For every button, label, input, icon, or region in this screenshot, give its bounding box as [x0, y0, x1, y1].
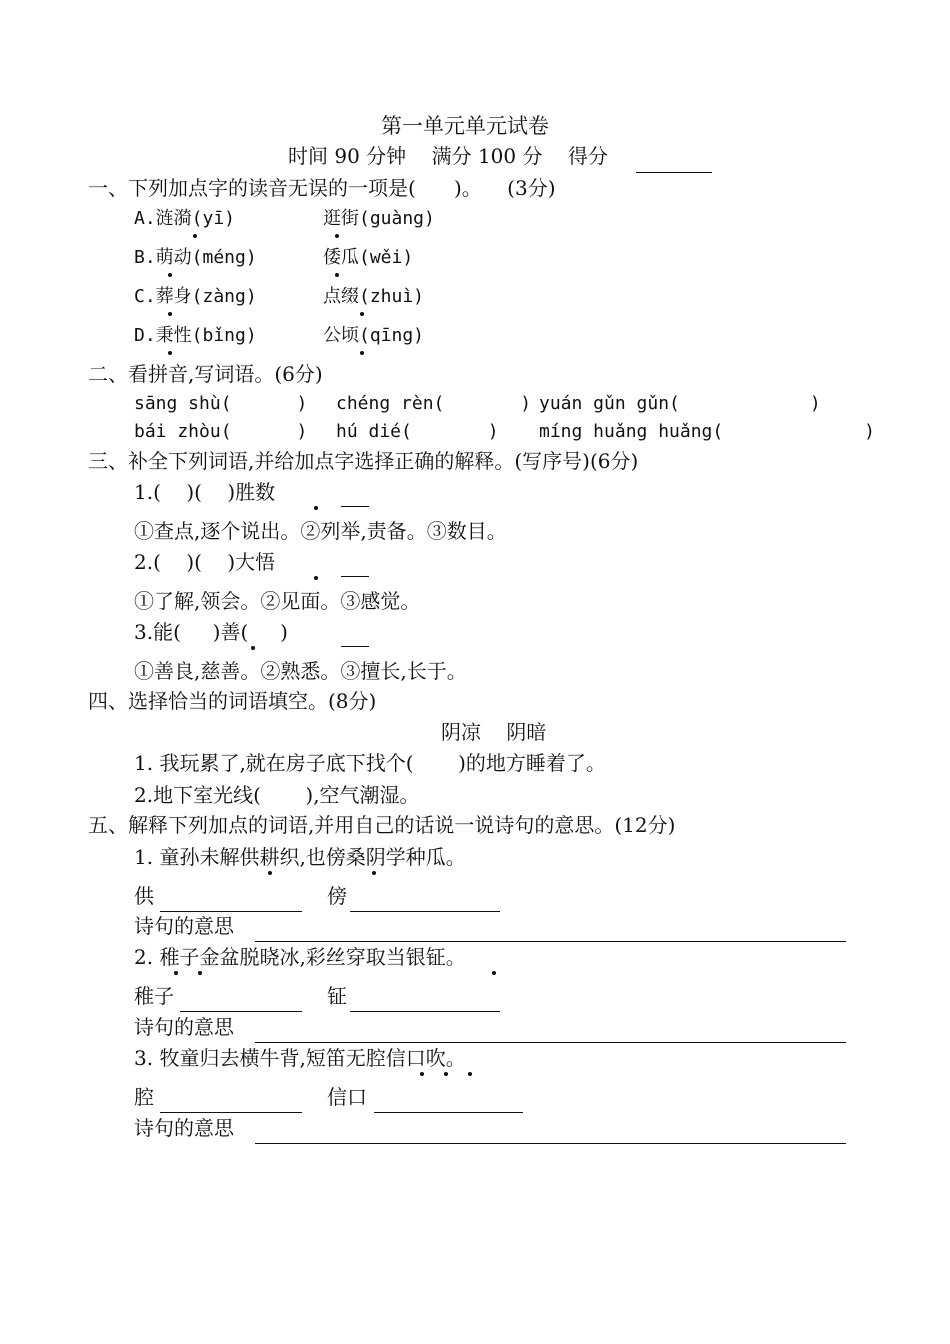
q5-poem-2-blank-2[interactable]	[350, 1011, 500, 1012]
emphasis-dot	[360, 351, 364, 355]
emphasis-dot	[193, 234, 197, 238]
emphasis-dot	[468, 1072, 472, 1076]
q5-poem-1-blank-1[interactable]	[160, 911, 302, 912]
q3-item-1-answer-blank[interactable]	[341, 506, 369, 507]
q4-heading: 四、选择恰当的词语填空。(8分)	[88, 689, 377, 713]
q5-poem-1-meaning-blank[interactable]	[255, 941, 846, 942]
q5-poem-1-meaning-label: 诗句的意思	[134, 914, 234, 938]
page-title: 第一单元单元试卷	[381, 114, 549, 138]
q5-poem-2-word-2: 钲	[327, 984, 347, 1008]
emphasis-dot	[420, 1072, 424, 1076]
q3-item-1-options: ①查点,逐个说出。②列举,责备。③数目。	[134, 519, 507, 543]
q1-option-d-left: D.秉性(bǐng)	[134, 325, 257, 346]
emphasis-dot	[198, 971, 202, 975]
q5-heading: 五、解释下列加点的词语,并用自己的话说一说诗句的意思。(12分)	[88, 813, 676, 837]
emphasis-dot	[168, 273, 172, 277]
q2-pinyin-6: míng huǎng huǎng( )	[539, 421, 875, 442]
q1-option-a-right: 逛街(guàng)	[323, 208, 435, 229]
emphasis-dot	[314, 576, 318, 580]
emphasis-dot	[251, 646, 255, 650]
score-blank[interactable]	[636, 172, 712, 173]
emphasis-dot	[372, 871, 376, 875]
q5-poem-1-blank-2[interactable]	[350, 911, 500, 912]
q3-item-2-word: 2.( )( )大悟	[134, 550, 276, 574]
q2-pinyin-5: hú dié( )	[336, 421, 499, 442]
q5-poem-2-meaning-label: 诗句的意思	[134, 1015, 234, 1039]
q3-heading: 三、补全下列词语,并给加点字选择正确的解释。(写序号)(6分)	[88, 449, 639, 473]
q5-poem-3-meaning-blank[interactable]	[255, 1143, 846, 1144]
q3-item-1-word: 1.( )( )胜数	[134, 480, 276, 504]
q3-item-3-word: 3.能( )善( )	[134, 620, 288, 644]
q5-poem-3: 3. 牧童归去横牛背,短笛无腔信口吹。	[134, 1046, 466, 1070]
q5-poem-3-blank-2[interactable]	[374, 1112, 523, 1113]
q1-heading: 一、下列加点字的读音无误的一项是( )。 (3分)	[88, 176, 556, 200]
emphasis-dot	[174, 971, 178, 975]
q5-poem-1-word-2: 傍	[327, 884, 347, 908]
emphasis-dot	[444, 1072, 448, 1076]
q2-pinyin-1: sāng shù( )	[134, 393, 308, 414]
q1-option-c-left: C.葬身(zàng)	[134, 286, 257, 307]
q1-option-a-left: A.涟漪(yī)	[134, 208, 236, 229]
q1-option-d-right: 公顷(qīng)	[323, 325, 425, 346]
q5-poem-2: 2. 稚子金盆脱晓冰,彩丝穿取当银钲。	[134, 945, 466, 969]
emphasis-dot	[492, 971, 496, 975]
emphasis-dot	[335, 234, 339, 238]
q5-poem-2-blank-1[interactable]	[180, 1011, 302, 1012]
q1-option-c-right: 点缀(zhuì)	[323, 286, 425, 307]
emphasis-dot	[360, 312, 364, 316]
q5-poem-2-meaning-blank[interactable]	[255, 1042, 846, 1043]
emphasis-dot	[268, 871, 272, 875]
q5-poem-3-meaning-label: 诗句的意思	[134, 1116, 234, 1140]
q5-poem-1: 1. 童孙未解供耕织,也傍桑阴学种瓜。	[134, 845, 466, 869]
emphasis-dot	[335, 273, 339, 277]
q3-item-3-answer-blank[interactable]	[341, 646, 369, 647]
q5-poem-3-word-1: 腔	[134, 1085, 154, 1109]
q5-poem-1-word-1: 供	[134, 884, 154, 908]
emphasis-dot	[168, 312, 172, 316]
exam-info: 时间 90 分钟 满分 100 分 得分	[288, 144, 608, 168]
q3-item-3-options: ①善良,慈善。②熟悉。③擅长,长于。	[134, 659, 467, 683]
q3-item-2-answer-blank[interactable]	[341, 576, 369, 577]
q2-pinyin-2: chéng rèn( )	[336, 393, 532, 414]
emphasis-dot	[314, 506, 318, 510]
q5-poem-3-word-2: 信口	[327, 1085, 367, 1109]
q2-pinyin-4: bái zhòu( )	[134, 421, 308, 442]
emphasis-dot	[168, 351, 172, 355]
q5-poem-2-word-1: 稚子	[134, 984, 174, 1008]
q2-heading: 二、看拼音,写词语。(6分)	[88, 362, 323, 386]
q5-poem-3-blank-1[interactable]	[160, 1112, 302, 1113]
q4-sentence-1: 1. 我玩累了,就在房子底下找个( )的地方睡着了。	[134, 751, 606, 775]
q4-sentence-2: 2.地下室光线( ),空气潮湿。	[134, 783, 420, 807]
q4-word-choices: 阴凉 阴暗	[441, 720, 547, 744]
q1-option-b-left: B.萌动(méng)	[134, 247, 257, 268]
q3-item-2-options: ①了解,领会。②见面。③感觉。	[134, 589, 421, 613]
q2-pinyin-3: yuán gǔn gǔn( )	[539, 393, 821, 414]
q1-option-b-right: 倭瓜(wěi)	[323, 247, 414, 268]
